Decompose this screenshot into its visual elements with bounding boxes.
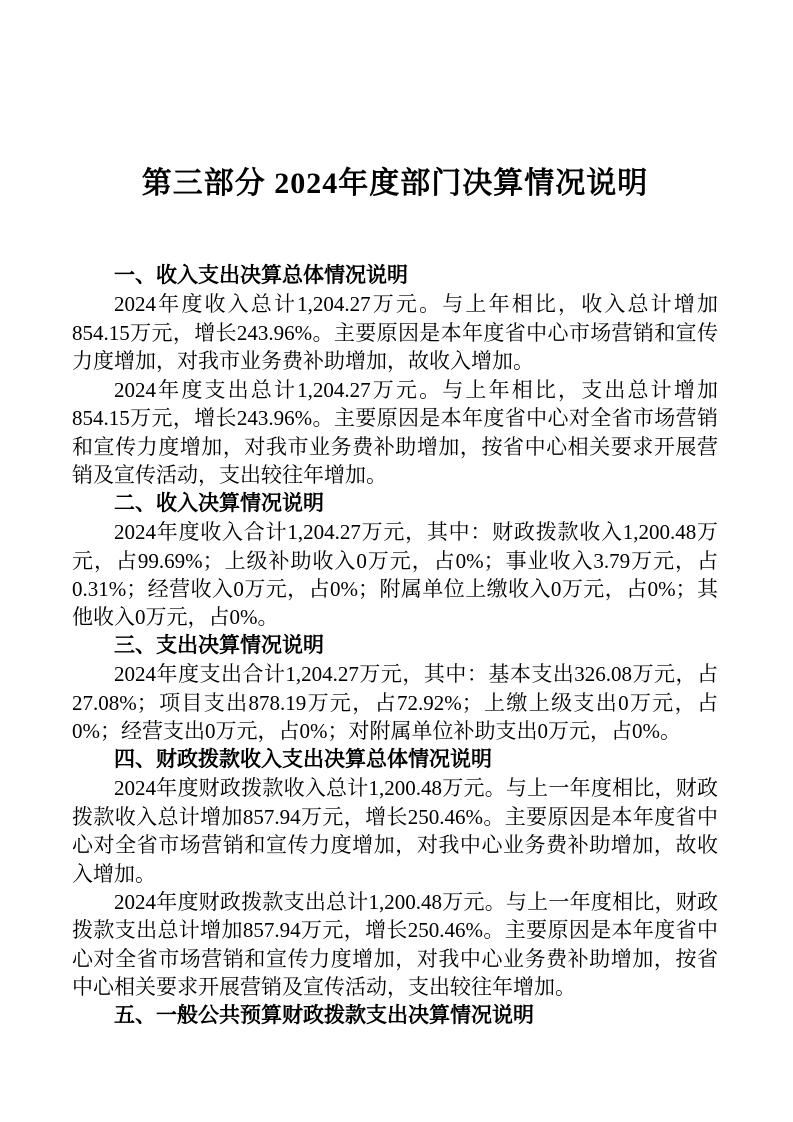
section	[72, 746, 718, 1002]
document-body	[72, 262, 718, 1030]
paragraph: 2024年度收入合计1,204.27万元，其中：财政拨款收入1,200.48万元，占99.69%；上级补助收入0万元，占0%；事业收入3.79万元，占0.31%；经营收入0万元，占0%；附属单位上缴收入0万元，占0%；其他收入0万元，占0%。	[72, 520, 718, 630]
section-heading: 二、收入决算情况说明	[114, 491, 324, 515]
section	[72, 1002, 718, 1030]
paragraph: 2024年度收入总计1,204.27万元。与上年相比，收入总计增加854.15万元，增长243.96%。主要原因是本年度省中心市场营销和宣传力度增加，对我市业务费补助增加，故收入增加。	[72, 292, 718, 374]
page-title: 第三部分 2024年度部门决算情况说明	[141, 167, 649, 200]
paragraph: 2024年度财政拨款收入总计1,200.48万元。与上一年度相比，财政拨款收入总计增加857.94万元，增长250.46%。主要原因是本年度省中心对全省市场营销和宣传力度增加，对我中心业务费补助增加，故收入增加。	[72, 776, 718, 886]
section	[72, 490, 718, 632]
section-heading: 四、财政拨款收入支出决算总体情况说明	[114, 747, 492, 771]
paragraph: 2024年度财政拨款支出总计1,200.48万元。与上一年度相比，财政拨款支出总计增加857.94万元，增长250.46%。主要原因是本年度省中心对全省市场营销和宣传力度增加，对我中心业务费补助增加，按省中心相关要求开展营销及宣传活动，支出较往年增加。	[72, 889, 718, 1000]
section-heading: 一、收入支出决算总体情况说明	[114, 264, 408, 287]
section	[72, 262, 718, 490]
section-heading: 三、支出决算情况说明	[114, 633, 324, 657]
paragraph: 2024年度支出总计1,204.27万元。与上年相比，支出总计增加854.15万元，增长243.96%。主要原因是本年度省中心对全省市场营销和宣传力度增加，对我市业务费补助增加，按省中心相关要求开展营销及宣传活动，支出较往年增加。	[72, 377, 718, 488]
section-heading: 五、一般公共预算财政拨款支出决算情况说明	[114, 1003, 534, 1027]
paragraph: 2024年度支出合计1,204.27万元，其中：基本支出326.08万元，占27.08%；项目支出878.19万元，占72.92%；上缴上级支出0万元，占0%；经营支出0万元，占0%；对附属单位补助支出0万元，占0%。	[72, 662, 718, 744]
section	[72, 632, 718, 746]
